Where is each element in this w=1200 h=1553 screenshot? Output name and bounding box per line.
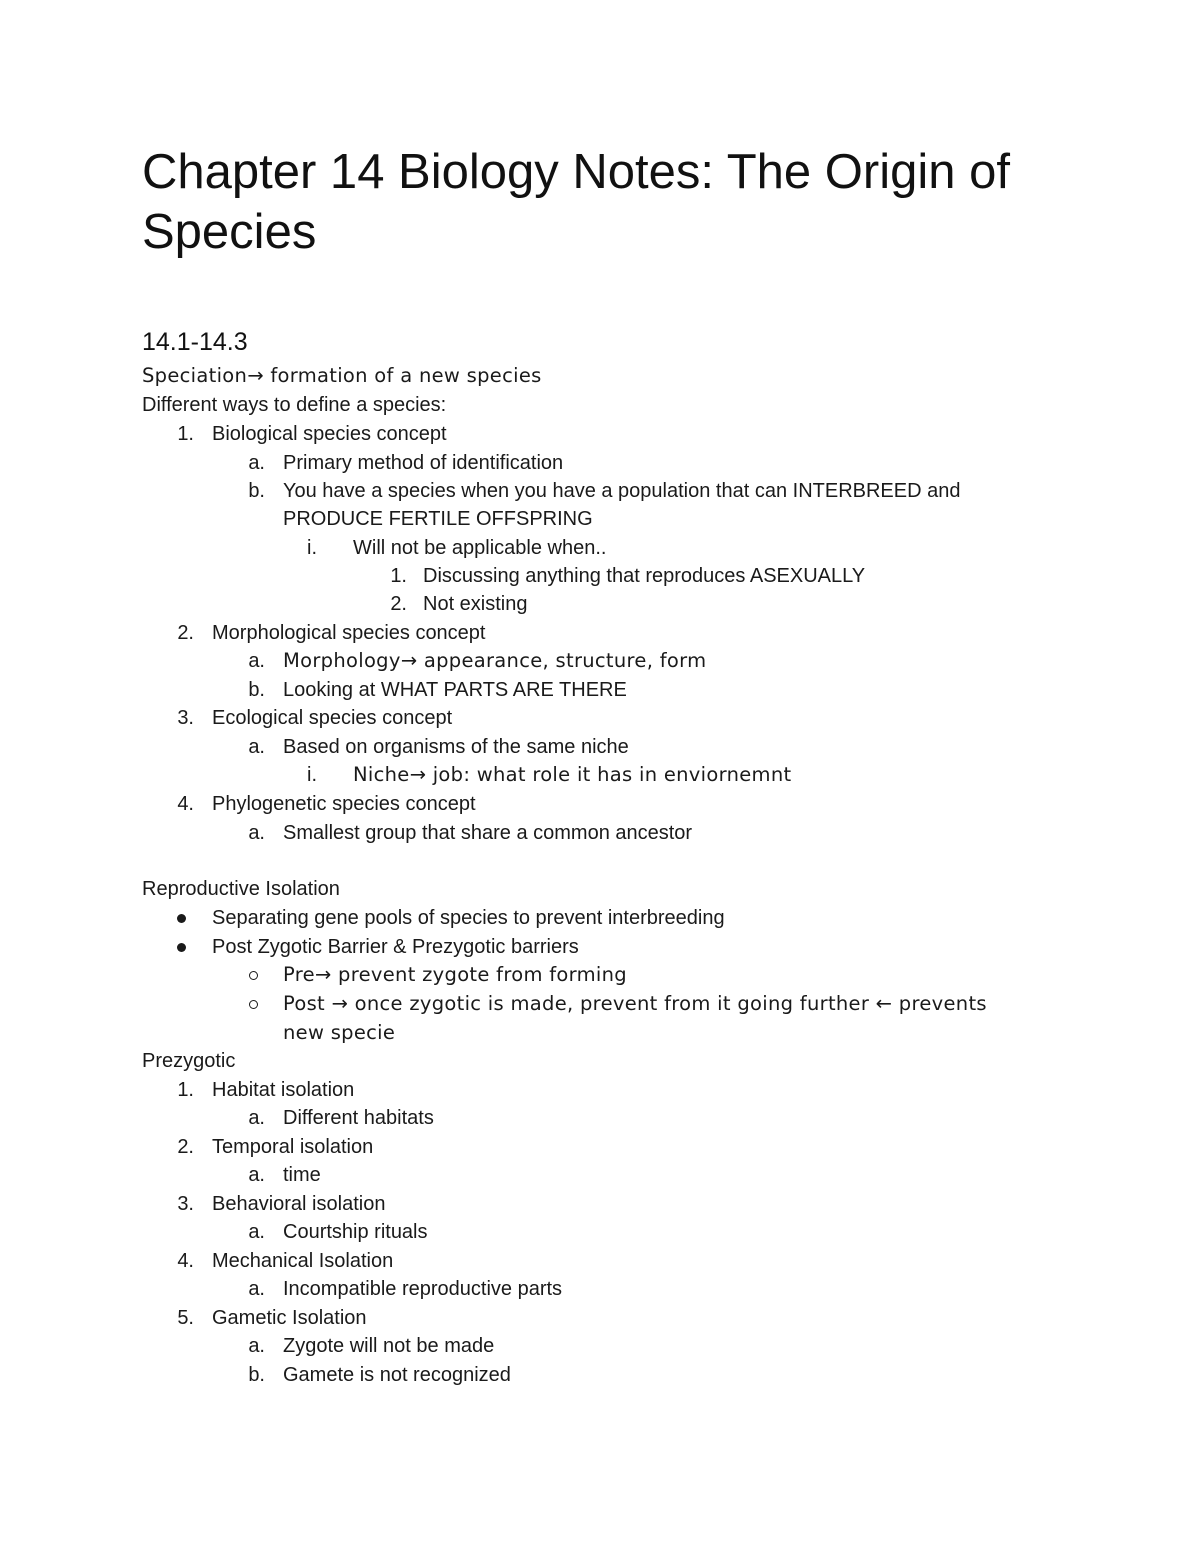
- list-item: Incompatible reproductive parts: [283, 1278, 563, 1300]
- list-marker: a.: [248, 822, 265, 844]
- concept-phylogenetic: Phylogenetic species concept: [212, 793, 476, 815]
- define-intro: Different ways to define a species:: [142, 394, 447, 416]
- list-marker: 3.: [177, 707, 194, 729]
- list-marker: 1.: [390, 565, 407, 587]
- list-marker: a.: [248, 1335, 265, 1357]
- speciation-definition: Speciation→ formation of a new species: [142, 364, 542, 387]
- concept-ecological: Ecological species concept: [212, 707, 453, 729]
- hollow-bullet-icon: [249, 971, 258, 980]
- list-item: Pre→ prevent zygote from forming: [283, 963, 627, 986]
- list-marker: a.: [248, 1107, 265, 1129]
- list-marker: 2.: [177, 1136, 194, 1158]
- prezygotic-heading: Prezygotic: [142, 1050, 236, 1072]
- list-marker: 4.: [177, 793, 194, 815]
- list-item: Behavioral isolation: [212, 1193, 386, 1215]
- list-item: Post → once zygotic is made, prevent from it going further ← prevents: [283, 992, 987, 1015]
- list-marker: b.: [248, 1364, 265, 1386]
- list-item: Gamete is not recognized: [283, 1364, 511, 1386]
- list-item: Primary method of identification: [283, 452, 564, 474]
- list-item-continuation: new specie: [283, 1021, 396, 1044]
- list-item: Temporal isolation: [212, 1136, 374, 1158]
- page-title-line2: Species: [142, 205, 317, 259]
- list-item: Discussing anything that reproduces ASEXUALLY: [423, 565, 866, 587]
- list-marker: 5.: [177, 1307, 194, 1329]
- list-item: Gametic Isolation: [212, 1307, 367, 1329]
- list-marker: 4.: [177, 1250, 194, 1272]
- list-marker: a.: [248, 1221, 265, 1243]
- list-item: Courtship rituals: [283, 1221, 428, 1243]
- list-marker: 2.: [390, 593, 407, 615]
- list-item: Not existing: [423, 593, 528, 615]
- list-marker: 1.: [177, 1079, 194, 1101]
- list-item: Will not be applicable when..: [353, 537, 607, 559]
- list-item: Zygote will not be made: [283, 1335, 495, 1357]
- list-marker: i.: [307, 537, 317, 559]
- bullet-icon: [177, 943, 186, 952]
- section-heading: 14.1-14.3: [142, 328, 248, 356]
- list-item: Separating gene pools of species to prevent interbreeding: [212, 907, 725, 929]
- list-marker: 3.: [177, 1193, 194, 1215]
- list-item: Post Zygotic Barrier & Prezygotic barriers: [212, 936, 579, 958]
- list-marker: a.: [248, 650, 265, 672]
- list-marker: a.: [248, 452, 265, 474]
- list-item: time: [283, 1164, 321, 1186]
- list-item: Niche→ job: what role it has in enviornemnt: [353, 763, 792, 786]
- hollow-bullet-icon: [249, 1000, 258, 1009]
- list-item-continuation: PRODUCE FERTILE OFFSPRING: [283, 508, 593, 530]
- list-item: Mechanical Isolation: [212, 1250, 394, 1272]
- list-marker: b.: [248, 679, 265, 701]
- list-item: Different habitats: [283, 1107, 434, 1129]
- reproductive-isolation-heading: Reproductive Isolation: [142, 878, 340, 900]
- bullet-icon: [177, 914, 186, 923]
- list-item: Morphology→ appearance, structure, form: [283, 649, 707, 672]
- list-marker: b.: [248, 480, 265, 502]
- concept-morphological: Morphological species concept: [212, 622, 486, 644]
- list-marker: a.: [248, 1164, 265, 1186]
- list-item: You have a species when you have a population that can INTERBREED and: [283, 480, 961, 502]
- list-item: Habitat isolation: [212, 1079, 355, 1101]
- list-marker: i.: [307, 764, 317, 786]
- list-marker: a.: [248, 1278, 265, 1300]
- list-marker: 2.: [177, 622, 194, 644]
- list-item: Based on organisms of the same niche: [283, 736, 629, 758]
- list-item: Smallest group that share a common ancestor: [283, 822, 693, 844]
- list-item: Looking at WHAT PARTS ARE THERE: [283, 679, 627, 701]
- concept-biological: Biological species concept: [212, 423, 447, 445]
- page-title-line1: Chapter 14 Biology Notes: The Origin of: [142, 145, 1010, 199]
- list-marker: 1.: [177, 423, 194, 445]
- list-marker: a.: [248, 736, 265, 758]
